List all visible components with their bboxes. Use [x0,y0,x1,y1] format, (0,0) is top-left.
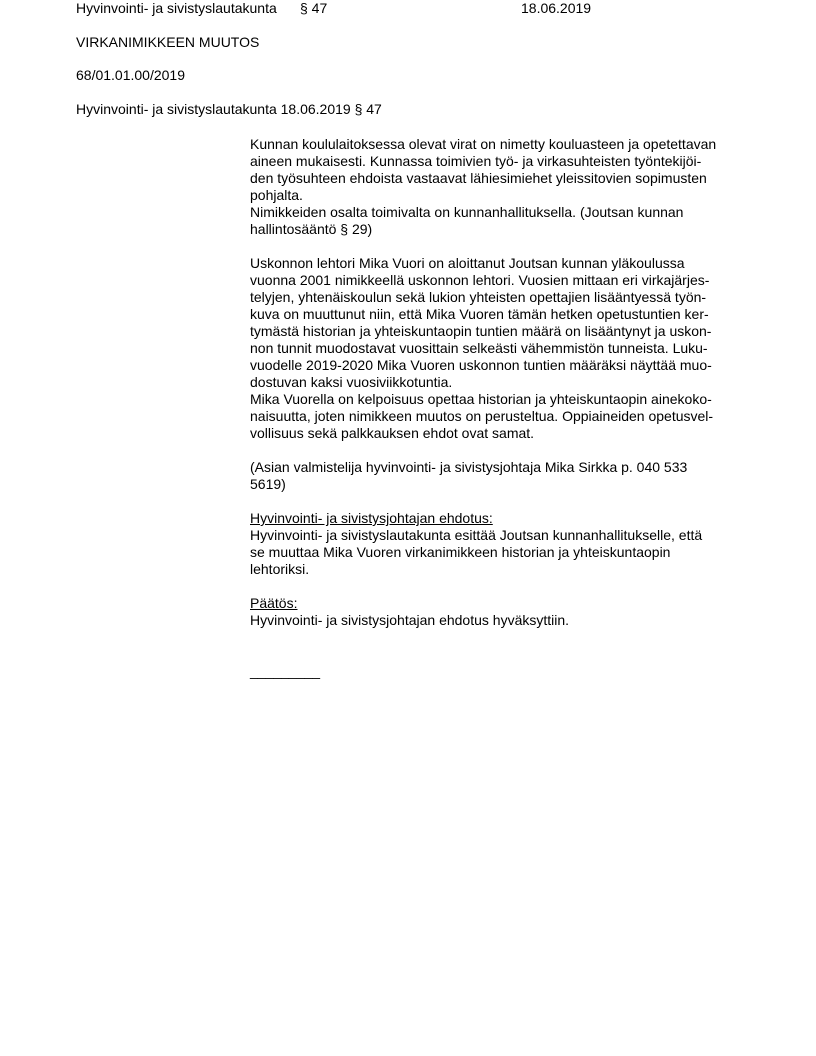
text-line: Mika Vuorella on kelpoisuus opettaa historian ja yhteiskuntaopin ainekoko- [250,391,712,407]
record-number: 68/01.01.00/2019 [76,67,185,83]
decision-section [250,595,750,629]
text-line: se muuttaa Mika Vuoren virkanimikkeen historian ja yhteiskuntaopin [250,544,671,560]
intro-paragraph [250,136,750,238]
text-line: hallintosääntö § 29) [250,221,373,237]
proposal-heading: Hyvinvointi- ja sivistysjohtajan ehdotus: [250,510,493,526]
text-line: den työsuhteen ehdoista vastaavat lähiesimiehet yleissitovien sopimusten [250,170,707,186]
end-rule: _________ [250,663,321,679]
text-line: Uskonnon lehtori Mika Vuori on aloittanut Joutsan kunnan yläkoulussa [250,255,685,271]
text-line: lehtoriksi. [250,561,310,577]
text-line: 5619) [250,476,286,492]
text-line: tymästä historian ja yhteiskuntaopin tuntien määrä on lisääntynyt ja uskon- [250,323,712,339]
text-line: (Asian valmistelija hyvinvointi- ja sivistysjohtaja Mika Sirkka p. 040 533 [250,459,688,475]
text-line: non tunnit muodostavat vuosittain selkeästi vähemmistön tunneista. Luku- [250,340,708,356]
document-title: VIRKANIMIKKEEN MUUTOS [76,34,260,50]
text-line: Nimikkeiden osalta toimivalta on kunnanhallituksella. (Joutsan kunnan [250,204,684,220]
header-committee: Hyvinvointi- ja sivistyslautakunta [76,0,277,16]
text-line: Kunnan koululaitoksessa olevat virat on nimetty kouluasteen ja opetettavan [250,136,717,152]
text-line: Hyvinvointi- ja sivistyslautakunta esittää Joutsan kunnanhallitukselle, että [250,527,703,543]
text-line: telyjen, yhtenäiskoulun sekä lukion yhteisten opettajien lisääntyessä työn- [250,289,707,305]
text-line: naisuutta, joten nimikkeen muutos on perusteltua. Oppiaineiden opetusvel- [250,408,714,424]
header-date: 18.06.2019 [521,0,592,16]
decision-text: Hyvinvointi- ja sivistysjohtajan ehdotus hyväksyttiin. [250,612,570,628]
meeting-line: Hyvinvointi- ja sivistyslautakunta 18.06.2019 § 47 [76,101,382,117]
proposal-section [250,510,750,578]
text-line: kuva on muuttunut niin, että Mika Vuoren tämän hetken opetustuntien ker- [250,306,709,322]
document-body [250,136,750,680]
text-line: vuonna 2001 nimikkeellä uskonnon lehtori. Vuosien mittaan eri virkajärjes- [250,272,710,288]
text-line: dostuvan kaksi vuosiviikkotuntia. [250,374,453,390]
text-line: vuodelle 2019-2020 Mika Vuoren uskonnon tuntien määräksi näyttää muo- [250,357,712,373]
text-line: vollisuus sekä palkkauksen ehdot ovat samat. [250,425,535,441]
detail-paragraph [250,255,750,442]
header-section: § 47 [300,0,328,16]
decision-heading: Päätös: [250,595,298,611]
text-line: pohjalta. [250,187,303,203]
text-line: aineen mukaisesti. Kunnassa toimivien työ- ja virkasuhteisten työntekijöi- [250,153,702,169]
preparer-note [250,459,750,493]
